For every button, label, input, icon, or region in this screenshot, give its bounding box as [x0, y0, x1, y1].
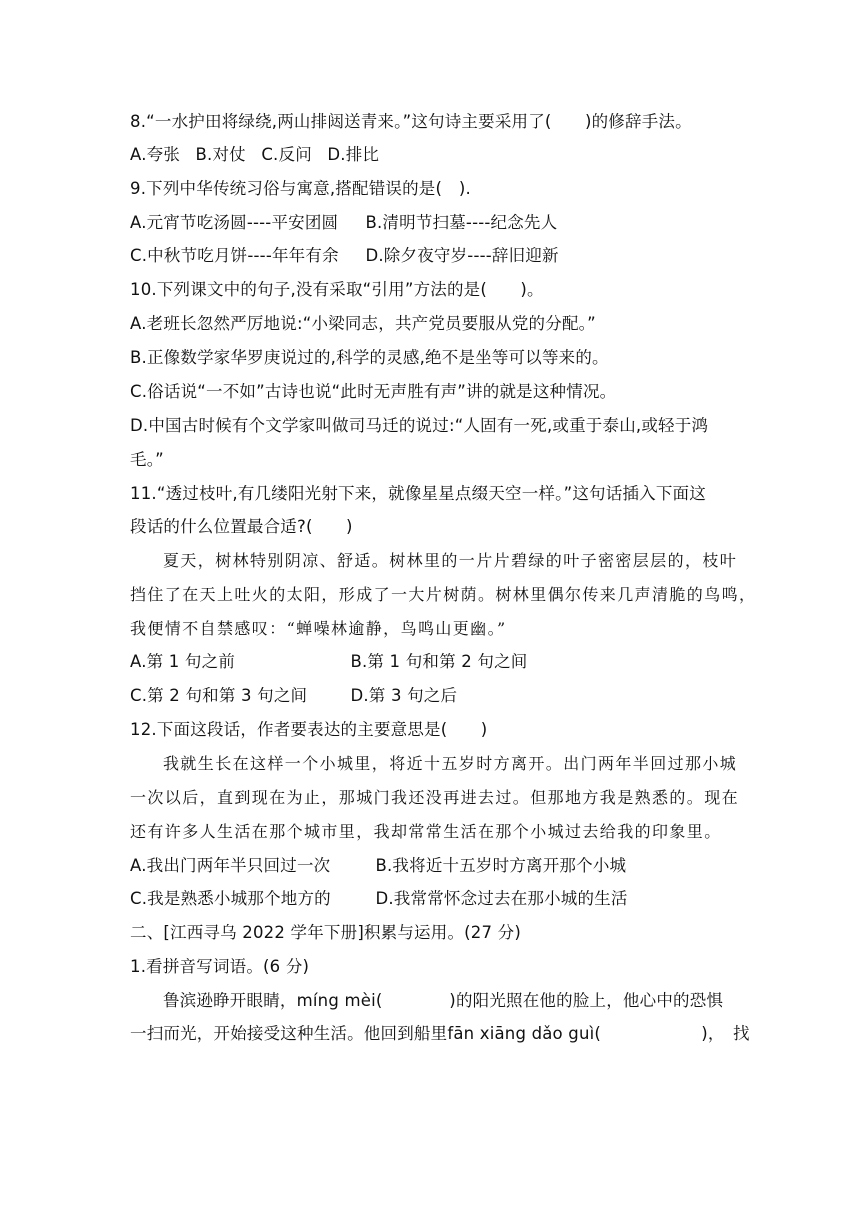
q9-options-row2 [130, 245, 559, 267]
q10-stem: 10.下列课文中的句子,没有采取“引用”方法的是( )。 [130, 280, 544, 299]
q12-passage-line2: 一次以后，直到现在为止，那城门我还没再进去过。但那地方我是熟悉的。现在 [130, 788, 740, 807]
q12-options-row2 [130, 888, 628, 910]
q12-option-b: B.我将近十五岁时方离开那个小城 [375, 856, 627, 875]
q9-option-b: B.清明节扫墓----纪念先人 [365, 213, 558, 232]
s2q1-line1-text-a: 鲁滨逊睁开眼睛， [163, 991, 297, 1010]
s2q1-line2-text-b: ， 找 [707, 1024, 750, 1043]
s2q1-pinyin-mingmei: míng mèi( ) [296, 991, 456, 1010]
q8-stem: 8.“一水护田将绿绕,两山排闼送青来。”这句诗主要采用了( )的修辞手法。 [130, 112, 692, 131]
s2q1-line1 [163, 990, 723, 1012]
q10-option-d-line2: 毛。” [130, 450, 164, 469]
q10-option-a: A.老班长忽然严厉地说:“小梁同志，共产党员要服从党的分配。” [130, 314, 596, 333]
q9-option-a: A.元宵节吃汤圆----平安团圆 [130, 213, 339, 232]
q11-option-c: C.第 2 句和第 3 句之间 [130, 686, 308, 705]
q11-passage-line3: 我便情不自禁感叹：“蝉噪林逾静，鸟鸣山更幽。” [130, 619, 507, 638]
q11-passage-line1: 夏天，树林特别阴凉、舒适。树林里的一片片碧绿的叶子密密层层的，枝叶 [163, 551, 738, 570]
q11-passage-line2: 挡住了在天上吐火的太阳，形成了一大片树荫。树林里偶尔传来几声清脆的鸟鸣， [130, 585, 757, 604]
q10-option-c: C.俗话说“一不如”古诗也说“此时无声胜有声”讲的就是这种情况。 [130, 382, 617, 401]
q9-option-d: D.除夕夜守岁----辞旧迎新 [365, 246, 559, 265]
q12-options-row1 [130, 855, 626, 877]
q10-option-b: B.正像数学家华罗庚说过的,科学的灵感,绝不是坐等可以等来的。 [130, 348, 609, 367]
q9-options-row1 [130, 212, 557, 234]
q11-stem-line2: 段话的什么位置最合适?( ) [130, 517, 353, 536]
q12-option-a: A.我出门两年半只回过一次 [130, 856, 331, 875]
q8-option-b: B.对仗 [195, 145, 246, 164]
q8-options [130, 144, 379, 166]
s2q1-stem: 1.看拼音写词语。(6 分) [130, 957, 310, 976]
s2q1-pinyin-fanxiangdaogui: fān xiāng dǎo guì( ) [447, 1024, 708, 1043]
s2q1-line1-text-b: 的阳光照在他的脸上，他心中的恐惧 [455, 991, 724, 1010]
s2q1-line2-text-a: 一扫而光，开始接受这种生活。他回到船里 [130, 1024, 448, 1043]
q11-stem-line1: 11.“透过枝叶,有几缕阳光射下来，就像星星点缀天空一样。”这句话插入下面这 [130, 484, 706, 503]
s2q1-line2 [130, 1023, 750, 1045]
q12-passage-line3: 还有许多人生活在那个城市里，我却常常生活在那个小城过去给我的印象里。 [130, 822, 722, 841]
q9-option-c: C.中秋节吃月饼----年年有余 [130, 246, 339, 265]
q12-stem: 12.下面这段话，作者要表达的主要意思是( ) [130, 720, 488, 739]
section2-heading: 二、[江西寻乌 2022 学年下册]积累与运用。(27 分) [130, 923, 521, 942]
q8-option-c: C.反问 [261, 145, 312, 164]
q11-option-b: B.第 1 句和第 2 句之间 [350, 652, 528, 671]
q12-passage-line1: 我就生长在这样一个小城里，将近十五岁时方离开。出门两年半回过那小城 [163, 754, 738, 773]
q12-option-c: C.我是熟悉小城那个地方的 [130, 889, 331, 908]
q11-options-row2 [130, 685, 457, 707]
q8-option-d: D.排比 [327, 145, 380, 164]
q8-option-a: A.夸张 [130, 145, 181, 164]
q11-option-d: D.第 3 句之后 [350, 686, 458, 705]
q9-stem: 9.下列中华传统习俗与寓意,搭配错误的是( ). [130, 179, 471, 198]
q12-option-d: D.我常常怀念过去在那小城的生活 [375, 889, 628, 908]
q11-option-a: A.第 1 句之前 [130, 652, 236, 671]
q11-options-row1 [130, 651, 528, 673]
q10-option-d-line1: D.中国古时候有个文学家叫做司马迁的说过:“人固有一死,或重于泰山,或轻于鸿 [130, 416, 709, 435]
